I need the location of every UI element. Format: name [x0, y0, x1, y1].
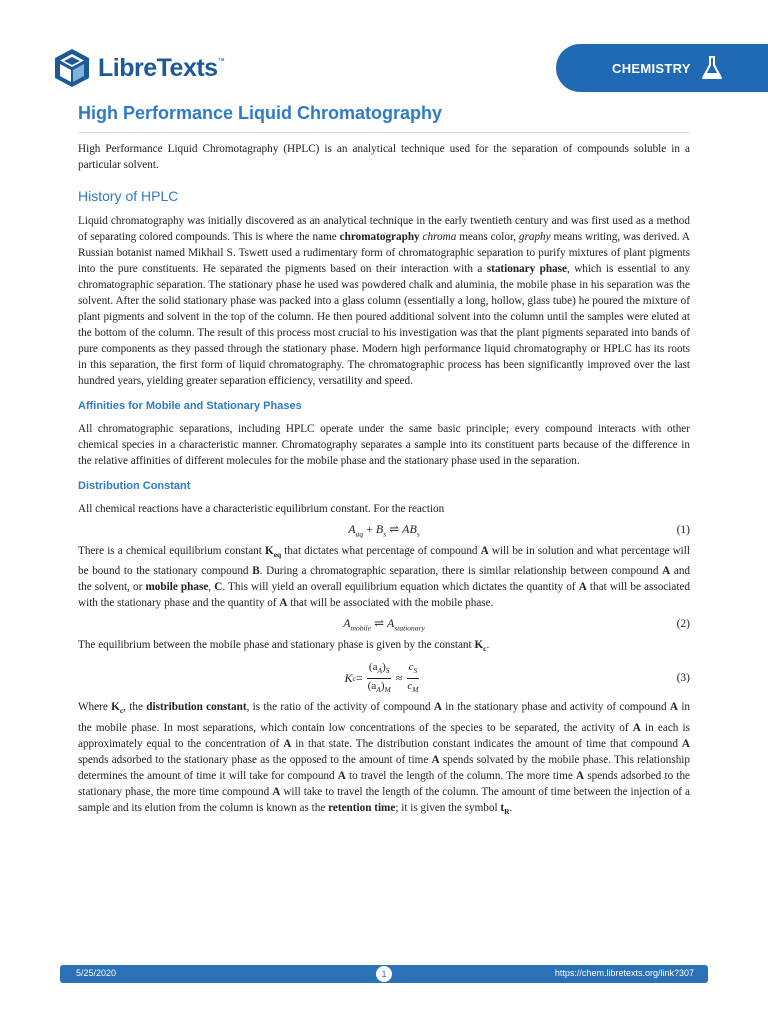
footer-date: 5/25/2020	[76, 968, 117, 978]
page-footer	[60, 965, 708, 983]
constant-paragraph: The equilibrium between the mobile phase and stationary phase is given by the constant $K_c$.	[78, 639, 490, 654]
equation-number: (3)	[676, 672, 690, 685]
libretexts-logo-icon	[52, 47, 92, 89]
article-content	[78, 100, 690, 820]
equation-1: $A_{aq} + B_s$ ⇌ $AB_s$ (1)	[348, 521, 690, 539]
equation-number: (2)	[676, 618, 690, 631]
library-label: CHEMISTRY	[612, 60, 691, 76]
page-number: 1	[376, 966, 392, 982]
intro-paragraph: High Performance Liquid Chromotagraphy (HPLC) is an analytical technique used for the separation of compounds soluble in a particular solvent.	[78, 143, 690, 171]
equation-3: K c = $\frac{(a_A)_S}{(a_A)_M}$ ≈ $\frac{c_S}{c_M}$ (3)	[344, 660, 690, 695]
history-paragraph: Liquid chromatography was initially discovered as an analytical technique in the early twentieth century and was first used as a method of separating colored compounds. This is where the name chromatography chroma means color, graphy means writing, was derived. A Russian botanist named Mikhail S. Tswett used a rudimentary form of chromatographic separation to purify mixtures of plant pigments into the pure constituents. He separated the pigments based on their interaction with a stationary phase, which is essential to any chromatographic separation. The stationary phase he used was powdered chalk and aluminia, the mobile phase in his separation was the solvent. After the solid stationary phase was packed into a glass column (essentially a long, hollow, glass tube) he poured the mixture of plant pigments and solvent in the top of the column. He then poured additional solvent into the column until the samples were eluted at the bottom of the column. The result of this process most crucial to his investigation was that the plant pigments separated into bands of pure components as they passed through the stationary phase. Modern high performance liquid chromatography or HPLC has its roots in this separation, the first form of liquid chromatography. The chromatographic process has been significantly improved over the last hundred years, yielding greater separation efficiency, versatility and speed.	[78, 215, 691, 387]
affinities-heading: Affinities for Mobile and Stationary Phases	[78, 400, 302, 412]
logo-wordmark: LibreTexts™	[98, 53, 225, 82]
distribution-constant-paragraph: Where $K_c$, the distribution constant, is the ratio of the activity of compound A in the stationary phase and activity of compound A in the mobile phase. In most separations, which contain low concentrations of the species to be separated, the activity of A in each is approximately equal to the concentration of A in that state. The distribution constant indicates the amount of time that compound A spends adsorbed to the stationary phase as the opposed to the amount of time A spends solvated by the mobile phase. This relationship determines the amount of time it will take for compound A to travel the length of the column. The more time A spends adsorbed to the stationary phase, the more time compound A will take to travel the length of the column. The amount of time between the injection of a sample and its elution from the column is known as the retention time; it is given the symbol $t_R$.	[78, 701, 691, 816]
equation-number: (1)	[676, 524, 690, 536]
affinities-paragraph: All chromatographic separations, including HPLC operate under the same basic principle; every compound interacts with other chemical species in a characteristic manner. Chromatography separates a sample into its constituent parts because of the difference in the relative affinities of different molecules for the mobile phase and the stationary phase used in the separation.	[78, 423, 690, 467]
page-title: High Performance Liquid Chromatography	[78, 100, 690, 133]
history-heading: History of HPLC	[78, 188, 179, 204]
libretexts-logo[interactable]	[52, 46, 272, 90]
distribution-intro: All chemical reactions have a characteristic equilibrium constant. For the reaction	[78, 503, 445, 515]
distribution-heading: Distribution Constant	[78, 480, 191, 492]
library-banner[interactable]	[556, 44, 768, 92]
equation-2: $A_{mobile}$ ⇌ $A_{stationary}$ (2)	[343, 616, 690, 633]
equilibrium-paragraph: There is a chemical equilibrium constant $K_{eq}$ that dictates what percentage of compound A will be in solution and what percentage will be bound to the stationary compound B. During a chromatographic separation, there is similar relationship between compound A and the solvent, or mobile phase, C. This will yield an overall equilibrium equation which dictates the quantity of A that will be associated with the stationary phase and the quantity of A that will be associated with the mobile phase.	[78, 545, 691, 610]
flask-icon	[701, 55, 723, 81]
footer-link[interactable]: https://chem.libretexts.org/link?307	[554, 968, 694, 978]
